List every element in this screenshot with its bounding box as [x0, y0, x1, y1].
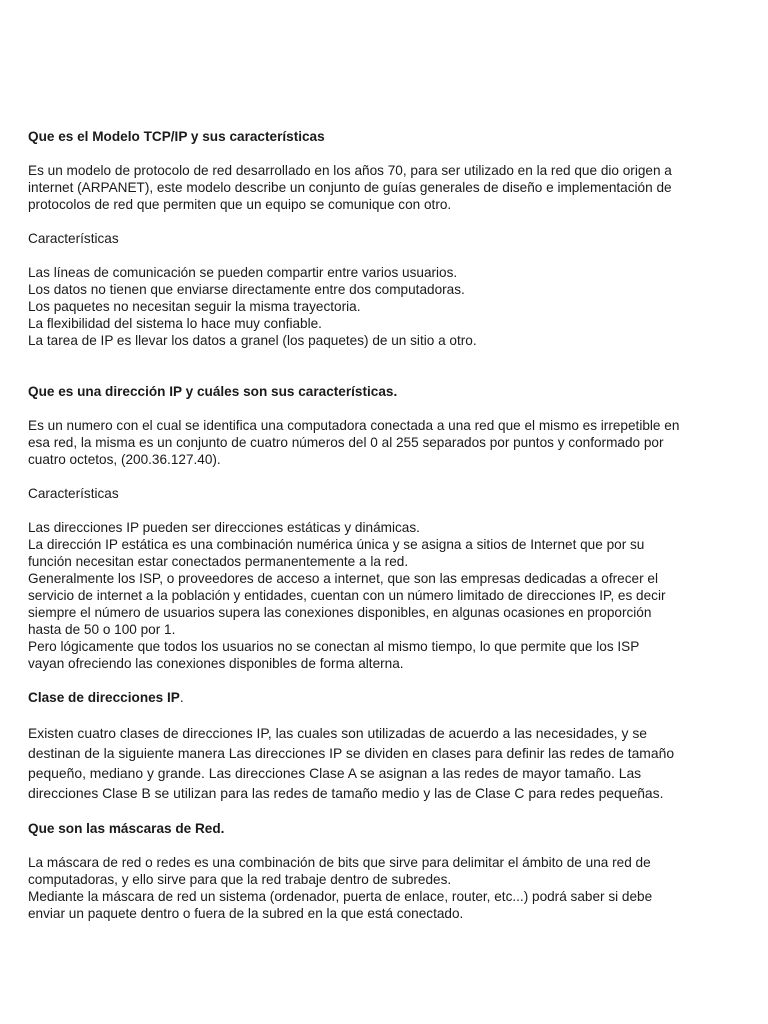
heading-ip-classes-text: Clase de direcciones IP [28, 690, 180, 705]
heading-ip-classes [28, 689, 728, 706]
paragraph-line: La máscara de red o redes es una combinación de bits que sirve para delimitar el ámbito de una red de [28, 855, 651, 870]
list-item: Los paquetes no necesitan seguir la misma trayectoria. [28, 299, 361, 314]
list-item: La dirección IP estática es una combinación numérica única y se asigna a sitios de Internet que por su [28, 537, 645, 552]
list-item: Las líneas de comunicación se pueden compartir entre varios usuarios. [28, 265, 458, 280]
section-ip-address [28, 383, 728, 672]
paragraph-line: Es un numero con el cual se identifica una computadora conectada a una red que el mismo es irrepetible en [28, 418, 680, 433]
list-item: Pero lógicamente que todos los usuarios no se conectan al mismo tiempo, lo que permite que los ISP [28, 639, 640, 654]
document-page [28, 128, 728, 922]
section-network-masks [28, 820, 728, 922]
paragraph-line: Mediante la máscara de red un sistema (ordenador, puerta de enlace, router, etc...) podrá saber si debe [28, 889, 653, 904]
paragraph-line: protocolos de red que permiten que un equipo se comunique con otro. [28, 197, 452, 212]
paragraph-line: direcciones Clase B se utilizan para las redes de tamaño medio y las de Clase C para redes pequeñas. [28, 785, 664, 801]
paragraph-line: computadoras, y ello sirve para que la red trabaje dentro de subredes. [28, 872, 452, 887]
list-item: hasta de 50 o 100 por 1. [28, 622, 176, 637]
paragraph-line: destinan de la siguiente manera Las direcciones IP se dividen en clases para definir las redes de tamaño [28, 745, 675, 761]
list-item: Las direcciones IP pueden ser direcciones estáticas y dinámicas. [28, 520, 420, 535]
list-item: Generalmente los ISP, o proveedores de acceso a internet, que son las empresas dedicadas a ofrecer el [28, 571, 658, 586]
paragraph-line: esa red, la misma es un conjunto de cuatro números del 0 al 255 separados por puntos y conformado por [28, 435, 664, 450]
paragraph-tcpip-definition [28, 162, 728, 213]
heading-ip-address: Que es una dirección IP y cuáles son sus características. [28, 384, 398, 399]
list-item: Los datos no tienen que enviarse directamente entre dos computadoras. [28, 282, 465, 297]
list-item: siempre el número de usuarios supera las conexiones disponibles, en algunas ocasiones en proporción [28, 605, 652, 620]
list-item: La flexibilidad del sistema lo hace muy confiable. [28, 316, 322, 331]
heading-tcpip-model: Que es el Modelo TCP/IP y sus características [28, 129, 325, 144]
paragraph-line: enviar un paquete dentro o fuera de la subred en la que está conectado. [28, 906, 464, 921]
list-item: La tarea de IP es llevar los datos a granel (los paquetes) de un sitio a otro. [28, 333, 477, 348]
paragraph-line: cuatro octetos, (200.36.127.40). [28, 452, 221, 467]
list-item: función necesitan estar conectados permanentemente a la red. [28, 554, 409, 569]
paragraph-ip-classes [28, 723, 728, 803]
list-ip-features [28, 519, 728, 672]
list-item: servicio de internet a la población y entidades, cuentan con un número limitado de direcciones IP, es decir [28, 588, 666, 603]
list-tcpip-features [28, 264, 728, 349]
paragraph-ip-definition [28, 417, 728, 468]
section-tcpip [28, 128, 728, 349]
heading-network-masks: Que son las máscaras de Red. [28, 821, 225, 836]
subheading-characteristics: Características [28, 486, 119, 501]
paragraph-line: internet (ARPANET), este modelo describe un conjunto de guías generales de diseño e implementación de [28, 180, 672, 195]
list-item: vayan ofreciendo las conexiones disponibles de forma alterna. [28, 656, 404, 671]
paragraph-line: pequeño, mediano y grande. Las direcciones Clase A se asignan a las redes de mayor tamaño. Las [28, 765, 642, 781]
paragraph-line: Es un modelo de protocolo de red desarrollado en los años 70, para ser utilizado en la red que dio origen a [28, 163, 672, 178]
heading-ip-classes-period: . [179, 690, 184, 705]
section-ip-classes [28, 689, 728, 803]
paragraph-line: Existen cuatro clases de direcciones IP, las cuales son utilizadas de acuerdo a las necesidades, y se [28, 725, 648, 741]
paragraph-network-masks [28, 854, 728, 922]
subheading-characteristics: Características [28, 231, 119, 246]
